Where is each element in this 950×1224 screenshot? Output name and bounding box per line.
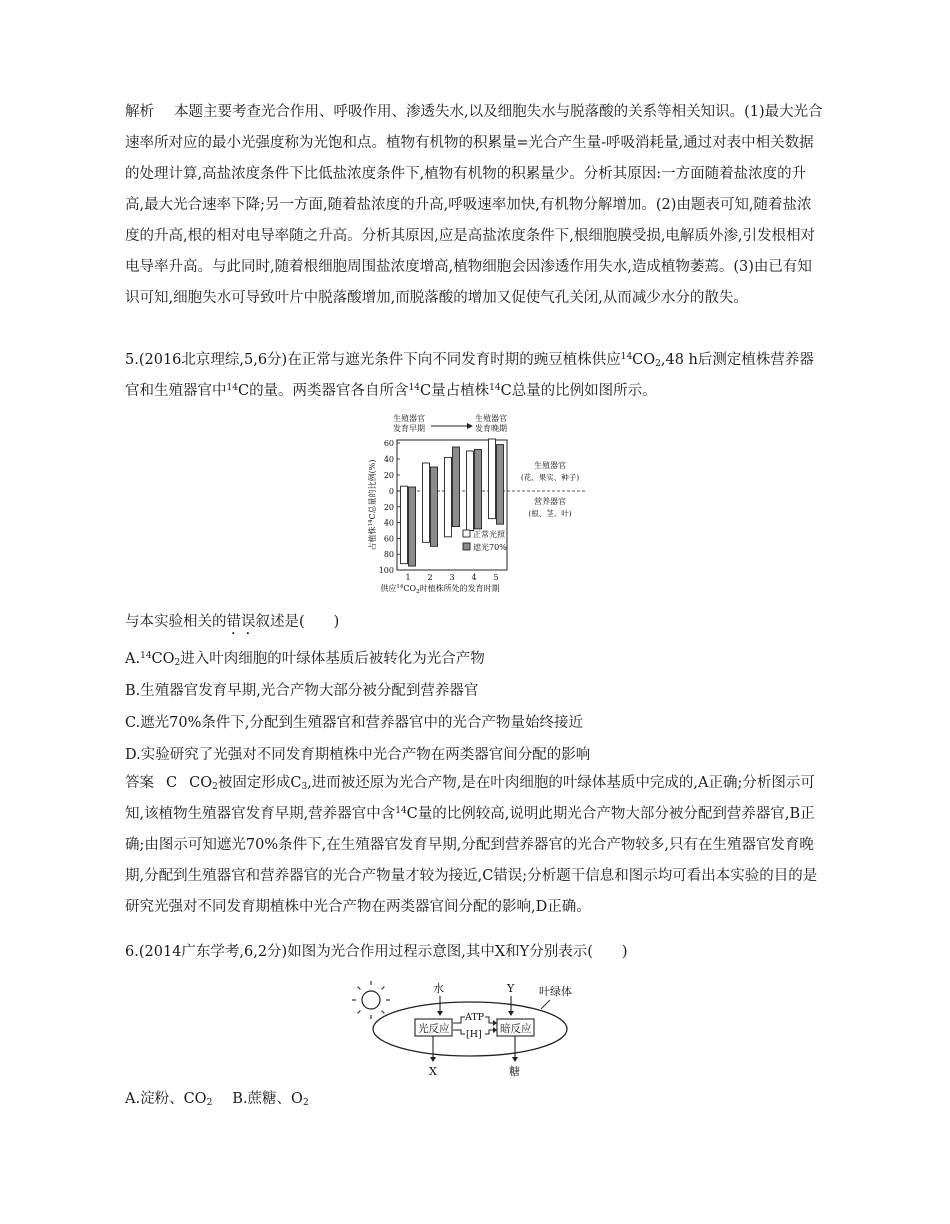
dark-reaction-label: 暗反应 (500, 1023, 532, 1035)
bar-shaded-5 (497, 445, 504, 525)
x-tick-label: 1 (405, 573, 411, 582)
y-tick-label: 20 (383, 502, 394, 512)
option-5a: $A.^{14}CO_2$进入叶肉细胞的叶绿体基质后被转化为光合产物 (125, 651, 485, 668)
water-label: 水 (433, 982, 444, 995)
y-tick-label: 60 (383, 439, 394, 448)
stage-late-line2: 发育晚期 (475, 424, 507, 433)
sun-icon (352, 981, 390, 1019)
bar-shaded-3 (453, 447, 460, 527)
stage-early-line2: 发育早期 (393, 424, 425, 433)
atp-label: ATP (465, 1012, 485, 1023)
y-tick-label: 80 (383, 550, 394, 560)
option-6b: B.蔗糖、O (232, 1091, 303, 1107)
x-tick-label: 4 (471, 573, 477, 582)
photosynthesis-diagram (345, 978, 605, 1078)
nadph-label: [H] (466, 1029, 482, 1040)
option-5d: D.实验研究了光强对不同发育期植株中光合产物在两类器官间分配的影响 (125, 747, 591, 763)
bar-shaded-4 (475, 449, 482, 529)
answer-5-paragraph: 答案 C $CO_2$被固定形成$C_3$,进而被还原为光合产物,是在叶肉细胞的叶绿体基质中完成的,A正确;分析图示可知,该植物生殖器官发育早期,营养器官中含$^{14}$C量的比例较高,说明此期光合产物大部分被分配到营养器官,B正确;由图示可知遮光70%条件下,在生殖器官发育早期,分配到营养器官的光合产物较多,只有在生殖器官发育晚期,分配到生殖器官和营养器官的光合产物量才较为接近,C错误;分析题干信息和图示均可看出本实验的目的是研究光强对不同发育期植株中光合产物在两类器官间分配的影响,D正确。 (125, 775, 818, 915)
carbon-allocation-chart (345, 412, 605, 596)
sugar-label: 糖 (509, 1065, 520, 1078)
question-6-stem: 6.(2014广东学考,6,2分)如图为光合作用过程示意图,其中X和Y分别表示( ) (125, 944, 628, 960)
stage-arrow-head (467, 423, 473, 429)
option-5b: B.生殖器官发育早期,光合产物大部分被分配到营养器官 (125, 683, 479, 699)
legend-label: 遮光70% (473, 543, 507, 552)
x-tick-label: 3 (449, 573, 455, 582)
vegetative-label: 营养器官 (534, 497, 566, 506)
answer-label: 答案 (125, 775, 154, 791)
analysis-label: 解析 (125, 104, 154, 120)
y-tick-label: 0 (388, 487, 394, 496)
reproductive-label: 生殖器官 (534, 461, 566, 470)
y-tick-label: 100 (378, 566, 394, 575)
analysis-paragraph (125, 97, 825, 314)
y-label: Y (507, 982, 515, 995)
light-reaction-label: 光反应 (418, 1023, 450, 1035)
analysis-text: 本题主要考查光合作用、呼吸作用、渗透失水,以及细胞失水与脱落酸的关系等相关知识。(1)最大光合速率所对应的最小光强度称为光饱和点。植物有机物的积累量=光合产生量-呼吸消耗量,通过对表中相关数据的处理计算,高盐浓度条件下比低盐浓度条件下,植物有机物的积累量少。分析其原因:一方面随着盐浓度的升高,最大光合速率下降;另一方面,随着盐浓度的升高,呼吸速率加快,有机物分解增加。(2)由题表可知,随着盐浓度的升高,根的相对电导率随之升高。分析其原因,应是高盐浓度条件下,根细胞膜受损,电解质外渗,引发根相对电导率升高。与此同时,随着根细胞周围盐浓度增高,植物细胞会因渗透作用失水,造成植物萎蔫。(3)由已有知识可知,细胞失水可导致叶片中脱落酸增加,而脱落酸的增加又促使气孔关闭,从而减少水分的散失。 (125, 104, 823, 306)
x-label: X (429, 1065, 437, 1078)
legend-swatch (463, 543, 470, 550)
question-5-stem: 5.(2016北京理综,5,6分)在正常与遮光条件下向不同发育时期的豌豆植株供应$^{14}CO_2,48$ h后测定植株营养器官和生殖器官中$^{14}$C的量。两类器官各自所含$^{14}$C量占植株$^{14}$C总量的比例如图所示。 (125, 352, 814, 399)
emphasis-error: 错误 (226, 614, 256, 630)
bar-normal-light-1 (401, 486, 408, 563)
bar-normal-light-5 (489, 439, 496, 519)
option-6-ab: A.淀粉、$CO_2$ B.蔗糖、$O_2$ (125, 1091, 309, 1108)
reproductive-sublabel: (花、果实、种子) (520, 473, 580, 482)
option-5c: C.遮光70%条件下,分配到生殖器官和营养器官中的光合产物量始终接近 (125, 715, 584, 731)
x-tick-label: 5 (493, 573, 499, 582)
y-tick-label: 20 (383, 471, 394, 480)
question-5-prompt: 与本实验相关的错误叙述是( ) (125, 614, 340, 630)
y-axis-label: 占植株$^{14}$C总量的比例(%) (368, 459, 377, 551)
bar-normal-light-3 (445, 457, 452, 536)
stage-early-line1: 生殖器官 (393, 414, 425, 423)
y-tick-label: 60 (383, 534, 394, 544)
chloroplast-label: 叶绿体 (539, 985, 572, 998)
x-axis-label: 供应$^{14}CO_2$时植株所处的发育时期 (380, 584, 500, 595)
y-tick-label: 40 (383, 518, 394, 528)
bar-normal-light-4 (467, 451, 474, 531)
legend-swatch (463, 530, 470, 537)
bar-shaded-1 (409, 487, 416, 566)
bar-normal-light-2 (423, 463, 430, 542)
bar-shaded-2 (431, 467, 438, 546)
legend-label: 正常光照 (473, 530, 505, 539)
answer-letter: C (166, 775, 178, 791)
y-tick-label: 40 (383, 455, 394, 464)
x-tick-label: 2 (427, 573, 433, 582)
stage-late-line1: 生殖器官 (475, 414, 507, 423)
option-6a: A.淀粉、CO (125, 1091, 207, 1107)
vegetative-sublabel: (根、茎、叶) (528, 509, 572, 518)
